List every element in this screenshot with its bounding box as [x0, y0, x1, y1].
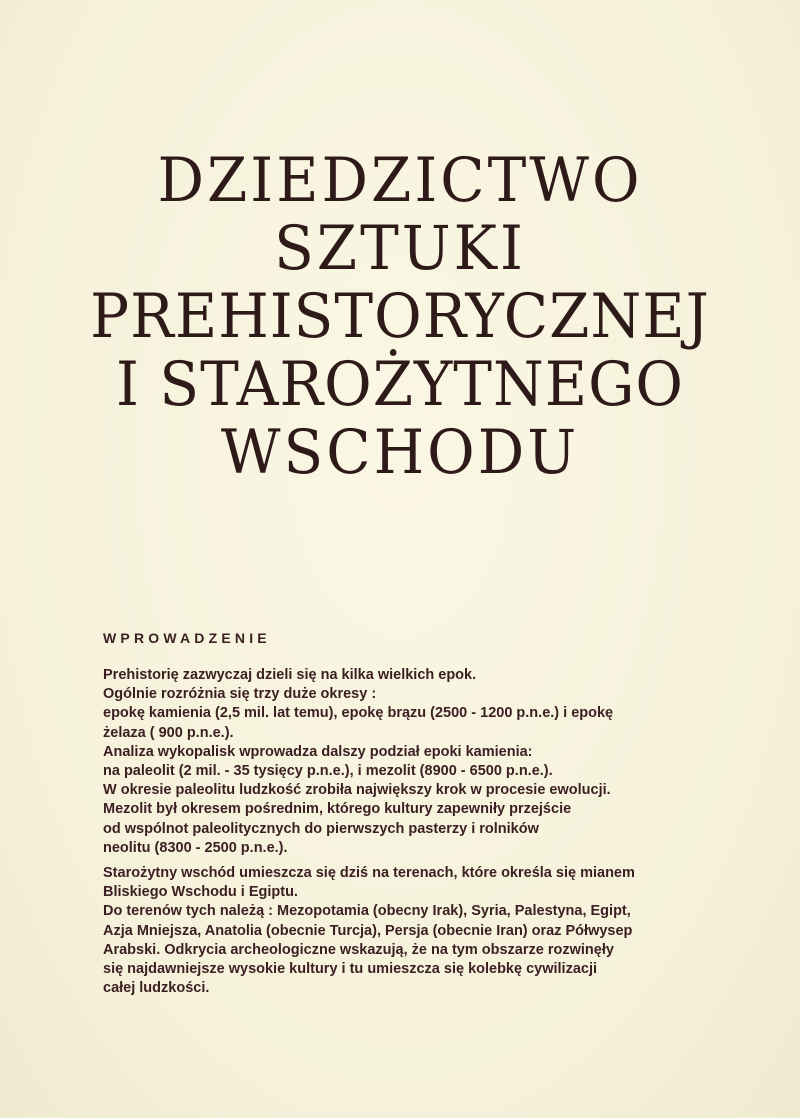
text-line: Arabski. Odkrycia archeologiczne wskazują, że na tym obszarze rozwinęły: [103, 941, 614, 958]
title-line: DZIEDZICTWO: [157, 144, 643, 216]
section-heading: WPROWADZENIE: [103, 630, 271, 646]
title-line: I STAROŻYTNEGO: [116, 348, 684, 420]
text-line: Prehistorię zazwyczaj dzieli się na kilka wielkich epok.: [103, 667, 477, 683]
text-line: żelaza ( 900 p.n.e.).: [103, 724, 234, 741]
text-line: Bliskiego Wschodu i Egiptu.: [103, 884, 298, 901]
title-line: WSCHODU: [220, 416, 580, 488]
text-line: W okresie paleolitu ludzkość zrobiła największy krok w procesie ewolucji.: [103, 782, 611, 799]
intro-paragraph-2: [103, 864, 635, 998]
text-line: na paleolit (2 mil. - 35 tysięcy p.n.e.), i mezolit (8900 - 6500 p.n.e.).: [103, 763, 553, 780]
text-line: Analiza wykopalisk wprowadza dalszy podział epoki kamienia:: [103, 743, 533, 760]
text-line: Mezolit był okresem pośrednim, którego kultury zapewniły przejście: [103, 801, 572, 818]
intro-paragraph-1: [103, 666, 613, 858]
text-line: Starożytny wschód umieszcza się dziś na terenach, które określa się mianem: [103, 865, 635, 881]
text-line: Ogólnie rozróżnia się trzy duże okresy :: [103, 686, 377, 703]
text-line: Do terenów tych należą : Mezopotamia (obecny Irak), Syria, Palestyna, Egipt,: [103, 903, 631, 920]
text-line: Azja Mniejsza, Anatolia (obecnie Turcja), Persja (obecnie Iran) oraz Półwysep: [103, 922, 633, 939]
text-line: całej ludzkości.: [103, 980, 210, 997]
title-line: SZTUKI: [274, 212, 526, 284]
text-line: się najdawniejsze wysokie kultury i tu umieszcza się kolebkę cywilizacji: [103, 961, 598, 978]
text-line: neolitu (8300 - 2500 p.n.e.).: [103, 839, 288, 856]
text-line: epokę kamienia (2,5 mil. lat temu), epokę brązu (2500 - 1200 p.n.e.) i epokę: [103, 705, 614, 722]
document-title: [0, 146, 800, 486]
title-line: PREHISTORYCZNEJ: [90, 280, 710, 352]
text-line: od wspólnot paleolitycznych do pierwszych pasterzy i rolników: [103, 820, 539, 837]
